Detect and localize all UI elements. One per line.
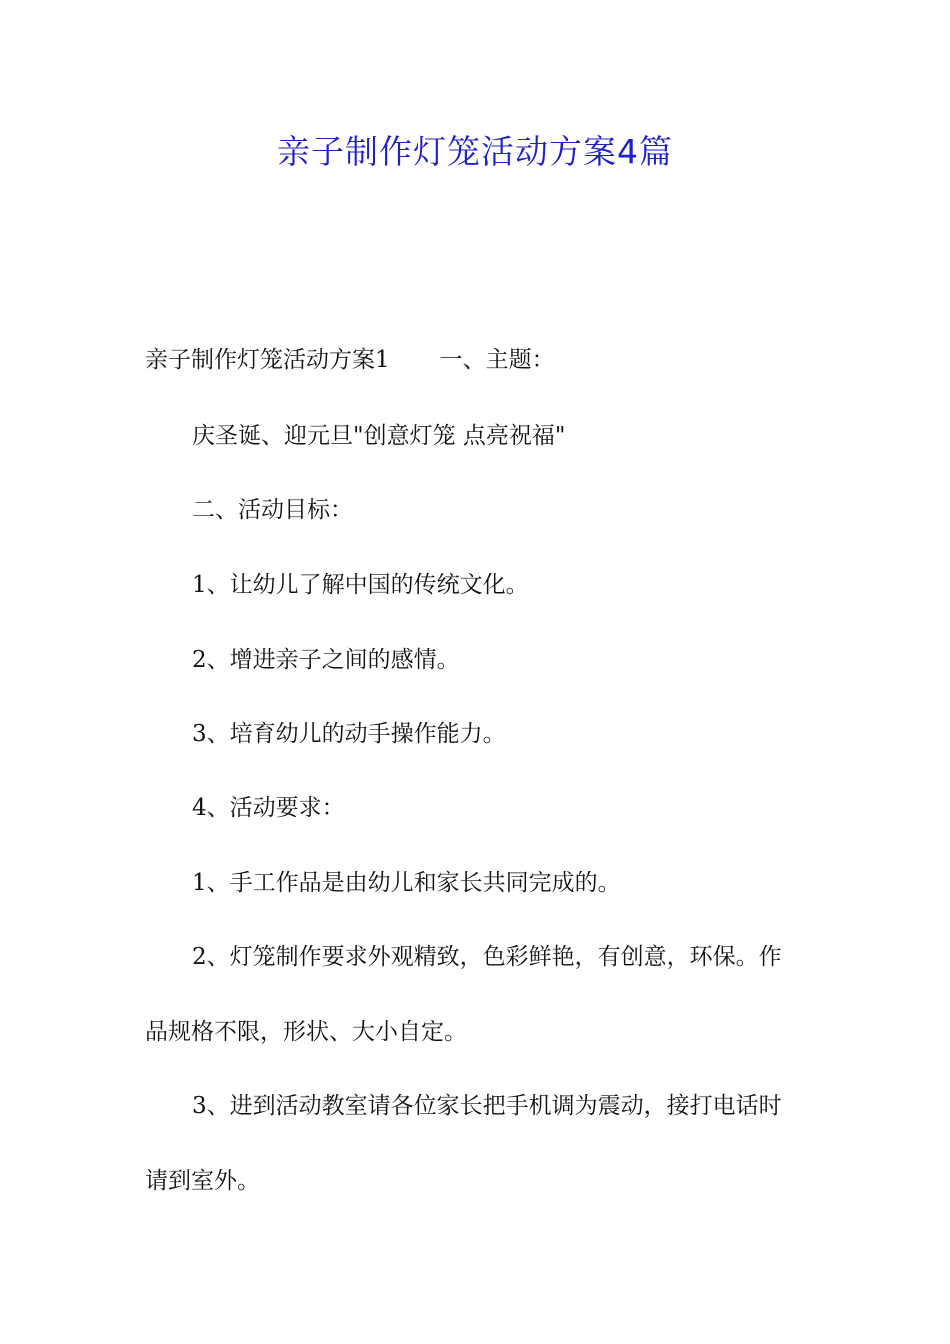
page-title: 亲子制作灯笼活动方案4篇 [277, 132, 673, 171]
paragraph-continuation: 品规格不限，形状、大小自定。 [145, 1019, 467, 1045]
list-item: 3、培育幼儿的动手操作能力。 [192, 721, 506, 747]
paragraph-heading [145, 345, 810, 375]
list-item: 3、进到活动教室请各位家长把手机调为震动，接打电话时 [192, 1093, 782, 1119]
list-item: 4、活动要求： [192, 795, 345, 821]
list-item: 1、手工作品是由幼儿和家长共同完成的。 [192, 870, 621, 896]
list-item: 2、增进亲子之间的感情。 [192, 647, 460, 673]
section-heading-theme: 一、主题： [439, 347, 555, 373]
list-item: 1、让幼儿了解中国的传统文化。 [192, 572, 529, 598]
section-heading: 二、活动目标： [192, 497, 353, 523]
section-title: 亲子制作灯笼活动方案1 [145, 347, 390, 373]
paragraph: 庆圣诞、迎元旦"创意灯笼 点亮祝福" [192, 423, 566, 449]
paragraph-continuation: 请到室外。 [145, 1168, 260, 1194]
list-item: 2、灯笼制作要求外观精致，色彩鲜艳，有创意，环保。作 [192, 944, 782, 970]
